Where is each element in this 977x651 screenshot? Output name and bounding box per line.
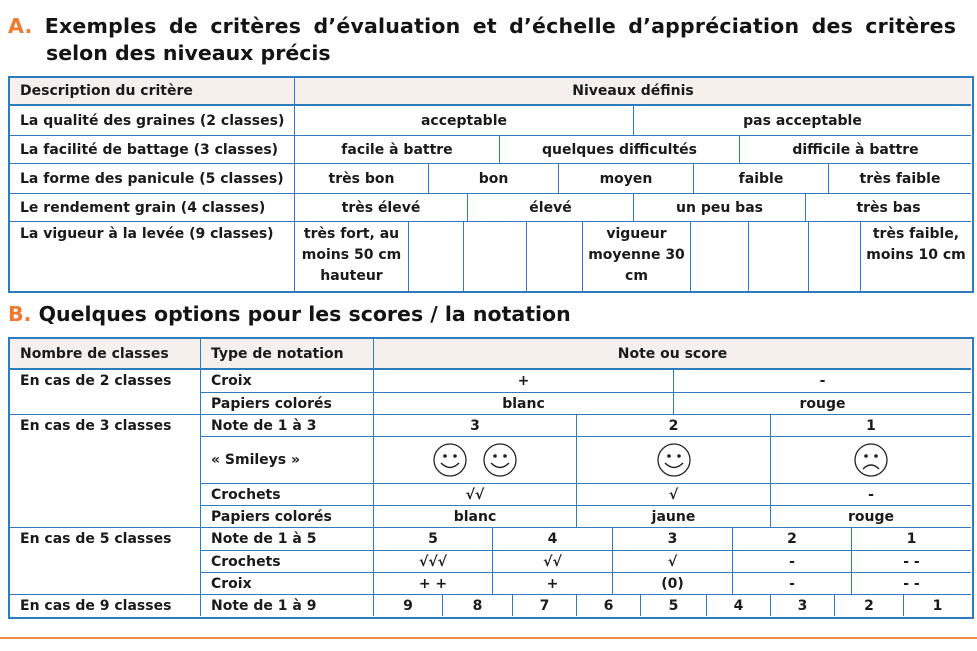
smiley-happy-icon: [482, 442, 518, 478]
score-cell: √: [613, 551, 733, 573]
class-count-label: En cas de 5 classes: [10, 528, 201, 595]
score-cell: 2: [577, 415, 771, 437]
score-cell: -: [733, 573, 852, 595]
level-cell: très bas: [806, 194, 971, 222]
level-cell: [527, 222, 583, 291]
score-cell: 1: [932, 597, 943, 614]
criterion-description: La vigueur à la levée (9 classes): [10, 222, 295, 291]
score-cell: + +: [374, 573, 493, 595]
score-cell: 5: [374, 528, 493, 551]
notation-type: Papiers colorés: [201, 393, 374, 415]
class-count-label: En cas de 3 classes: [10, 415, 201, 528]
score-cell: - -: [852, 573, 971, 595]
level-cell: très faible, moins 10 cm: [866, 226, 966, 263]
notation-type: Note de 1 à 9: [201, 595, 374, 616]
score-cell: √√√: [374, 551, 493, 573]
notation-type: Note de 1 à 5: [201, 528, 374, 551]
notation-type: « Smileys »: [201, 437, 374, 484]
level-cell: bon: [429, 164, 559, 194]
score-cell: √: [577, 484, 771, 506]
level-cell: très élevé: [295, 194, 468, 222]
level-cell: élevé: [468, 194, 634, 222]
smiley-happy-icon: [656, 442, 692, 478]
notation-type: Crochets: [201, 484, 374, 506]
level-cell: acceptable: [295, 106, 634, 136]
score-cell: 7: [513, 595, 577, 616]
score-cell: (0): [613, 573, 733, 595]
section-a-title-line1: Exemples de critères d’évaluation et d’échelle d’appréciation des critères: [44, 14, 957, 38]
class-count-label: En cas de 9 classes: [10, 595, 201, 616]
level-cell: [809, 222, 861, 291]
notation-type: Papiers colorés: [201, 506, 374, 528]
section-a-title: [8, 14, 956, 38]
notation-type: Crochets: [201, 551, 374, 573]
score-cell: rouge: [771, 506, 971, 528]
class-count-label: En cas de 2 classes: [10, 370, 201, 415]
level-cell: moyen: [559, 164, 694, 194]
criteria-table: [8, 76, 974, 293]
header-type: Type de notation: [201, 339, 374, 370]
level-cell: difficile à battre: [740, 136, 971, 164]
section-a-letter: A.: [8, 14, 33, 38]
score-cell: 2: [733, 528, 852, 551]
smiley-happy-icon: [432, 442, 468, 478]
score-cell-smiley: [374, 437, 577, 484]
score-cell: jaune: [577, 506, 771, 528]
score-cell: +: [493, 573, 613, 595]
score-cell: +: [374, 370, 674, 393]
level-cell: [464, 222, 527, 291]
level-cell: facile à battre: [295, 136, 500, 164]
criterion-description: La forme des panicule (5 classes): [10, 164, 295, 194]
header-description: Description du critère: [10, 78, 295, 106]
level-cell: quelques difficultés: [500, 136, 740, 164]
level-cell: [691, 222, 749, 291]
score-cell: 5: [641, 595, 707, 616]
scoring-table: [8, 337, 974, 619]
section-b-title-text: Quelques options pour les scores / la notation: [38, 302, 571, 326]
level-cell: très bon: [295, 164, 429, 194]
score-cell-smiley: [577, 437, 771, 484]
header-score: Note ou score: [374, 339, 971, 370]
smiley-sad-icon: [853, 442, 889, 478]
score-cell: 8: [443, 595, 513, 616]
score-cell: rouge: [674, 393, 971, 415]
score-cell: blanc: [374, 393, 674, 415]
notation-type: Croix: [201, 573, 374, 595]
level-cell: faible: [694, 164, 829, 194]
score-cell: -: [771, 484, 971, 506]
score-cell: 9: [374, 595, 443, 616]
score-cell: √√: [493, 551, 613, 573]
level-cell: un peu bas: [634, 194, 806, 222]
level-cell: très fort, au moins 50 cm hauteur: [295, 222, 409, 291]
section-a-title-line2: selon des niveaux précis: [46, 41, 331, 65]
level-cell: vigueur moyenne 30 cm: [583, 222, 691, 291]
score-cell: 4: [707, 595, 771, 616]
notation-type: Croix: [201, 370, 374, 393]
level-cell: pas acceptable: [634, 106, 971, 136]
header-levels: Niveaux définis: [295, 78, 971, 106]
score-cell: - -: [852, 551, 971, 573]
score-cell: blanc: [374, 506, 577, 528]
level-cell: très faible: [829, 164, 971, 194]
header-classes: Nombre de classes: [10, 339, 201, 370]
section-b-letter: B.: [8, 302, 32, 326]
footer-divider: [0, 637, 977, 639]
score-cell: 3: [374, 415, 577, 437]
score-cell: 6: [577, 595, 641, 616]
score-cell: 2: [835, 595, 904, 616]
score-cell: 1: [771, 415, 971, 437]
level-cell: [749, 222, 809, 291]
score-cell: -: [674, 370, 971, 393]
score-cell: -: [733, 551, 852, 573]
score-cell-smiley: [771, 437, 971, 484]
score-cell: 3: [613, 528, 733, 551]
score-cell: √√: [374, 484, 577, 506]
score-cell: 1: [852, 528, 971, 551]
notation-type: Note de 1 à 3: [201, 415, 374, 437]
criterion-description: La facilité de battage (3 classes): [10, 136, 295, 164]
score-cell: 4: [493, 528, 613, 551]
criterion-description: Le rendement grain (4 classes): [10, 194, 295, 222]
criterion-description: La qualité des graines (2 classes): [10, 106, 295, 136]
level-cell: [409, 222, 464, 291]
section-b-title: [8, 302, 571, 326]
score-cell: 3: [771, 595, 835, 616]
